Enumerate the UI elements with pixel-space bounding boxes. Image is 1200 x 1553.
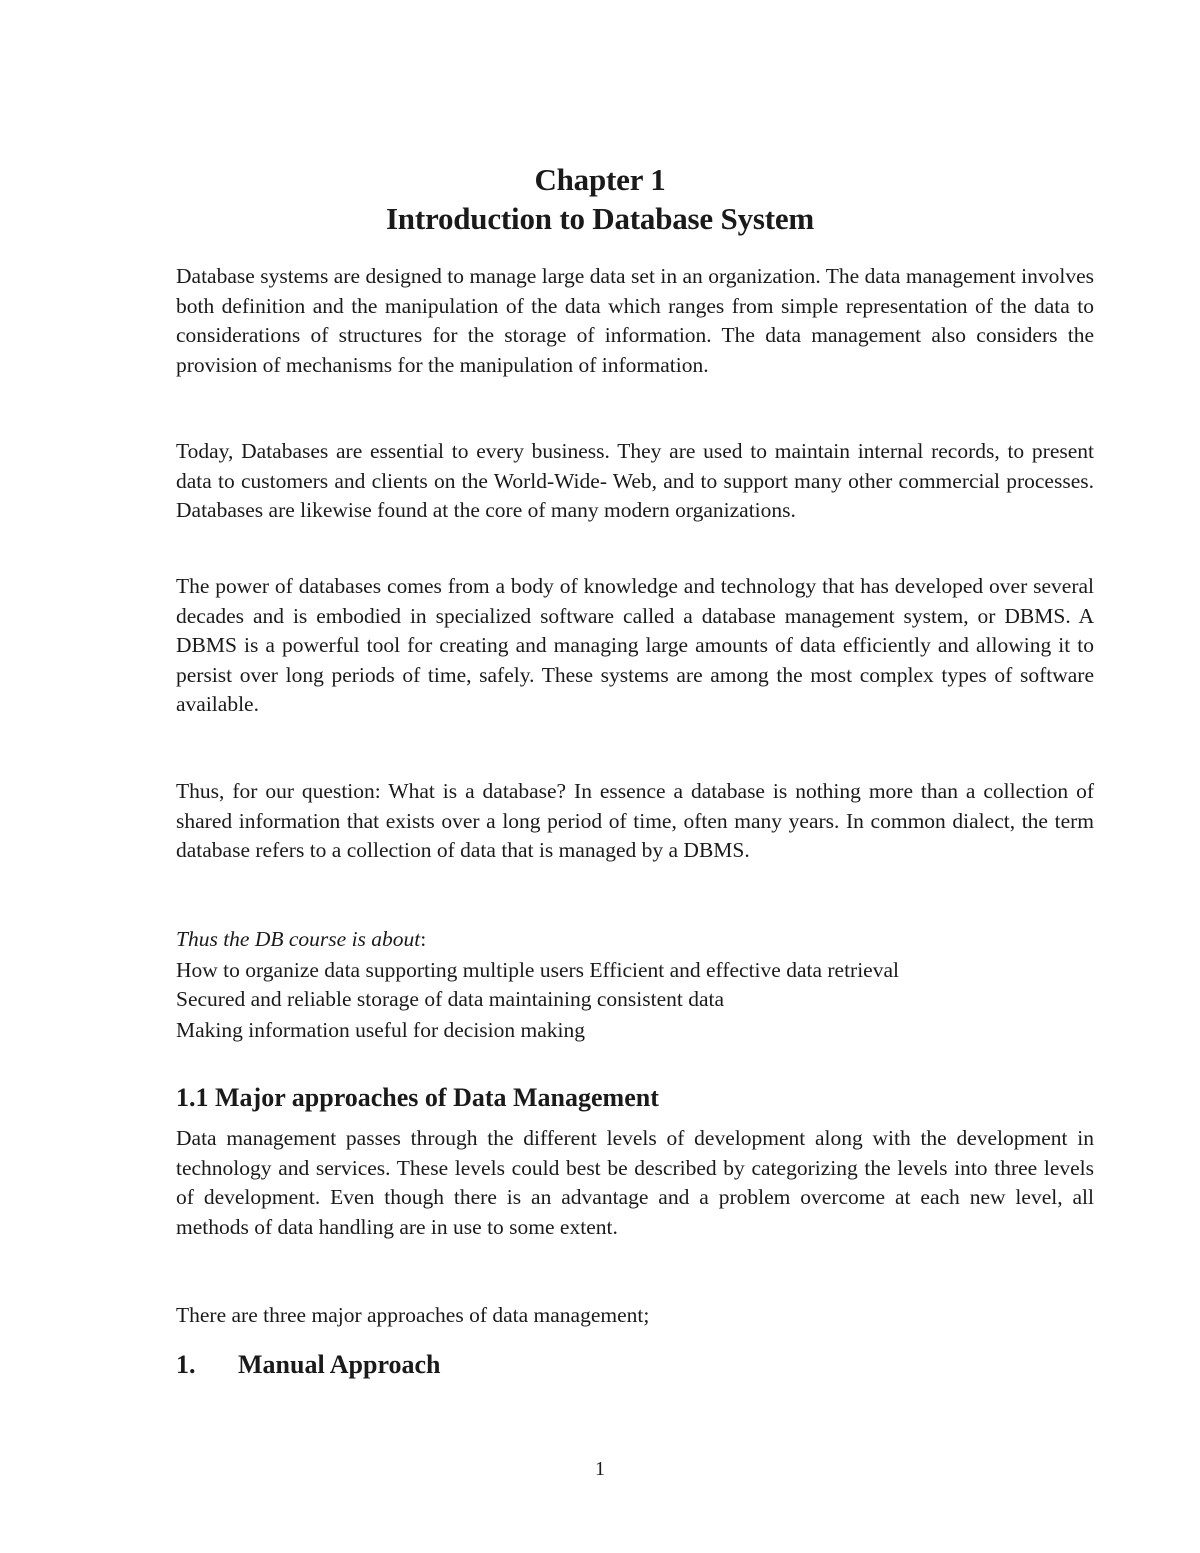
chapter-title-block (0, 160, 1200, 238)
page-number: 1 (595, 1458, 605, 1480)
numbered-heading-number: 1. (176, 1350, 196, 1379)
course-item: Making information useful for decision making (176, 1018, 586, 1042)
numbered-heading-title: Manual Approach (238, 1350, 441, 1379)
chapter-title: Introduction to Database System (385, 201, 815, 236)
course-item: Secured and reliable storage of data maintaining consistent data (176, 987, 725, 1011)
course-intro-italic: Thus the DB course is about (176, 927, 421, 951)
paragraph-power-of-databases: The power of databases comes from a body of knowledge and technology that has developed over several decades and is embodied in specialized software called a database management system, or DBMS. A DBMS is a powerful tool for creating and managing large amounts of data efficiently and allowing it to persist over long periods of time, safely. These systems are among the most complex types of software available. (176, 574, 1094, 716)
course-intro-colon: : (420, 927, 427, 951)
section-heading: 1.1 Major approaches of Data Management (176, 1083, 659, 1112)
chapter-number: Chapter 1 (534, 162, 666, 197)
paragraph-three-approaches: There are three major approaches of data management; (176, 1303, 650, 1327)
paragraph-intro: Database systems are designed to manage large data set in an organization. The data management involves both definition and the manipulation of the data which ranges from simple representation of the data to considerations of structures for the storage of information. The data management also considers the provision of mechanisms for the manipulation of information. (176, 264, 1094, 377)
course-intro-line (176, 924, 1094, 954)
paragraph-what-is-database: Thus, for our question: What is a database? In essence a database is nothing more than a collection of shared information that exists over a long period of time, often many years. In common dialect, the term database refers to a collection of data that is managed by a DBMS. (176, 779, 1094, 862)
course-item: How to organize data supporting multiple users Efficient and effective data retrieval (176, 958, 899, 982)
paragraph-data-management-levels: Data management passes through the different levels of development along with the development in technology and services. These levels could best be described by categorizing the levels into three levels of development. Even though there is an advantage and a problem overcome at each new level, all methods of data handling are in use to some extent. (176, 1126, 1094, 1239)
paragraph-databases-essential: Today, Databases are essential to every business. They are used to maintain internal records, to present data to customers and clients on the World-Wide- Web, and to support many other commercial processes. Databases are likewise found at the core of many modern organizations. (176, 439, 1094, 522)
